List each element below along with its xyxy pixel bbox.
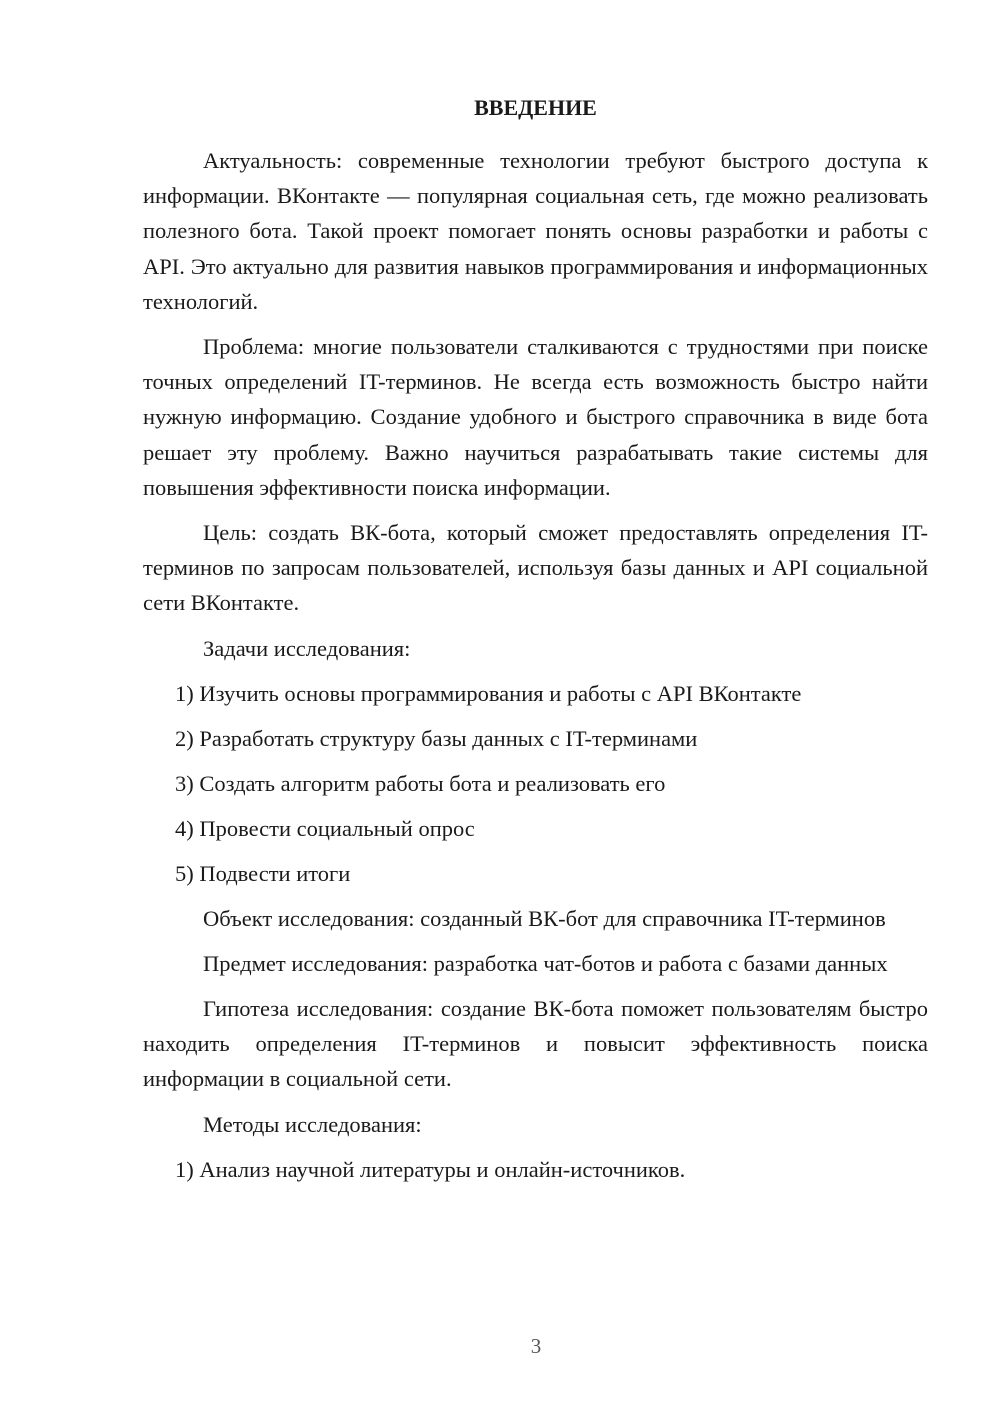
- relevance-paragraph: Актуальность: современные технологии требуют быстрого доступа к информации. ВКонтакте — популярная социальная сеть, где можно реализовать полезного бота. Такой проект помогает понять основы разработки и работы с API. Это актуально для развития навыков программирования и информационных технологий.: [143, 148, 928, 314]
- goal-paragraph: Цель: создать ВК-бота, который сможет предоставлять определения IT-терминов по запросам пользователей, используя базы данных и API социальной сети ВКонтакте.: [143, 520, 928, 616]
- section-heading: ВВЕДЕНИЕ: [474, 95, 597, 120]
- hypothesis-paragraph: Гипотеза исследования: создание ВК-бота поможет пользователям быстро находить определения IT-терминов и повысит эффективность поиска информации в социальной сети.: [143, 996, 928, 1092]
- document-page: [143, 93, 928, 1197]
- methods-label: Методы исследования:: [203, 1111, 422, 1137]
- page-number: 3: [530, 1334, 542, 1358]
- tasks-list: [143, 676, 928, 891]
- object-paragraph: Объект исследования: созданный ВК-бот для справочника IT-терминов: [203, 905, 886, 931]
- list-item: 5) Подвести итоги: [175, 860, 351, 886]
- problem-paragraph: Проблема: многие пользователи сталкиваются с трудностями при поиске точных определений IT-терминов. Не всегда есть возможность быстро найти нужную информацию. Создание удобного и быстрого справочника в виде бота решает эту проблему. Важно научиться разрабатывать такие системы для повышения эффективности поиска информации.: [143, 334, 928, 500]
- tasks-label: Задачи исследования:: [203, 635, 411, 661]
- subject-paragraph: Предмет исследования: разработка чат-ботов и работа с базами данных: [203, 950, 888, 976]
- list-item: 2) Разработать структуру базы данных с IT-терминами: [175, 725, 698, 751]
- methods-list: [143, 1152, 928, 1187]
- list-item: 1) Анализ научной литературы и онлайн-источников.: [175, 1156, 686, 1182]
- list-item: 4) Провести социальный опрос: [175, 815, 475, 841]
- list-item: 3) Создать алгоритм работы бота и реализовать его: [175, 770, 666, 796]
- list-item: 1) Изучить основы программирования и работы с API ВКонтакте: [175, 680, 802, 706]
